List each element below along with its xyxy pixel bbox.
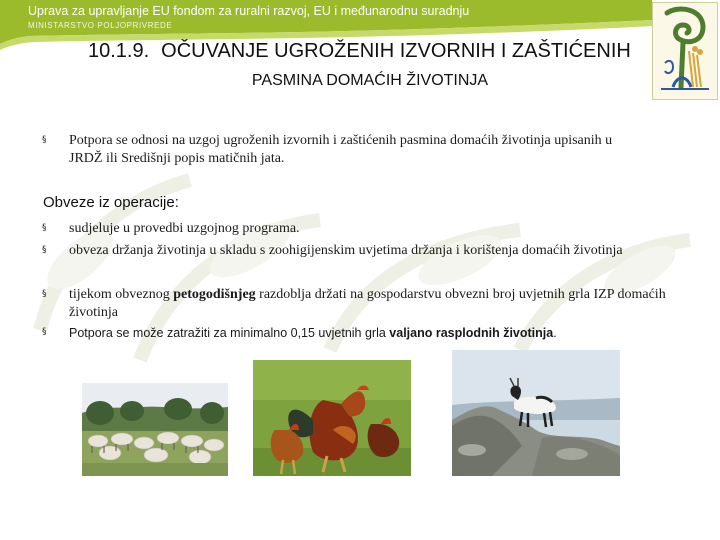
goat-on-rocks-photo: [452, 350, 620, 476]
title-text: OČUVANJE UGROŽENIH IZVORNIH I ZAŠTIĆENIH: [161, 40, 631, 62]
title-text-line2: PASMINA DOMAĆIH ŽIVOTINJA: [251, 72, 489, 89]
obligation-text-part: .: [553, 326, 557, 340]
bullet-icon: §: [42, 289, 47, 299]
intro-text: Potpora se odnosi na uzgoj ugroženih izvornih i zaštićenih pasmina domaćih životinja upisanih u JRDŽ ili Središnji popis matičnih jata.: [69, 133, 613, 166]
rooster-image: [253, 360, 411, 476]
bullet-icon: §: [42, 135, 47, 145]
obligation-text-part: razdoblja držati na gospodarstvu obvezni broj uvjetnih grla IZP domaćih životinja: [69, 287, 666, 320]
goat-image: [452, 350, 620, 476]
obligation-text: sudjeluje u provedbi uzgojnog programa.: [69, 221, 300, 236]
obligation-item: [42, 324, 692, 342]
cattle-image: [82, 383, 228, 476]
org-title: Uprava za upravljanje EU fondom za ruralni razvoj, EU i međunarodnu suradnju: [28, 4, 470, 18]
bullet-icon: §: [42, 223, 47, 233]
cattle-herd-photo: [82, 383, 228, 476]
slide-title-line1: [88, 40, 631, 63]
measure-number: 10.1.9.: [88, 40, 150, 62]
intro-bullet: [42, 132, 642, 168]
obligation-text-emphasis: petogodišnjeg: [173, 287, 256, 302]
obligations-heading: Obveze iz operacije:: [43, 194, 179, 211]
obligation-text: [69, 286, 679, 322]
obligation-text: obveza držanja životinja u skladu s zoohigijenskim uvjetima držanja i korištenja domaćih životinja: [69, 243, 623, 258]
obligation-text: [69, 324, 679, 342]
slide-title-line2: [0, 72, 700, 90]
obligation-item: [42, 242, 682, 260]
bullet-icon: §: [42, 327, 47, 337]
obligation-item: [42, 220, 682, 238]
roosters-photo: [253, 360, 411, 476]
obligation-text-part: tijekom obveznog: [69, 287, 174, 302]
obligation-item: [42, 286, 692, 322]
obligation-text-emphasis: valjano rasplodnih životinja: [389, 326, 554, 340]
org-subtitle: MINISTARSTVO POLJOPRIVREDE: [28, 21, 173, 30]
obligation-text-part: Potpora se može zatražiti za minimalno 0,15 uvjetnih grla: [69, 326, 390, 340]
bullet-icon: §: [42, 245, 47, 255]
